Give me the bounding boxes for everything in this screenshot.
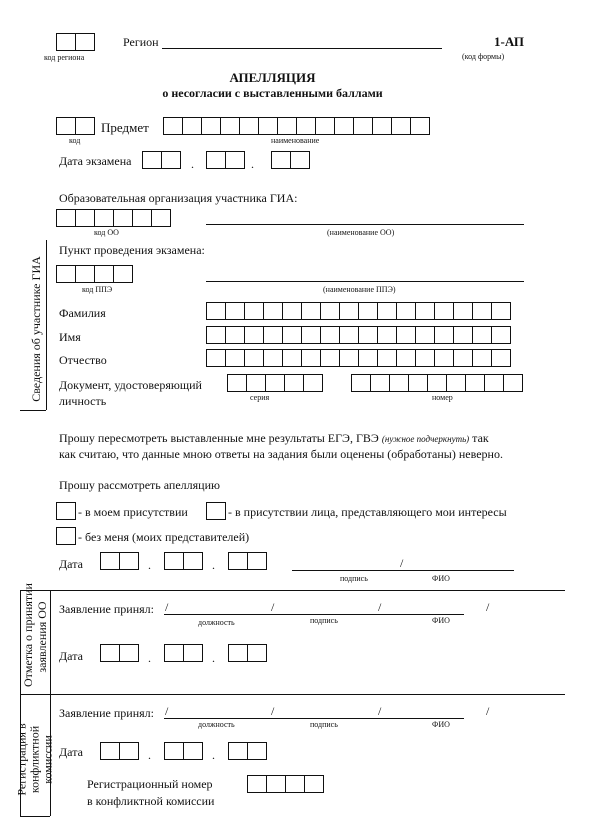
cell[interactable]	[491, 326, 511, 344]
cell[interactable]	[244, 302, 264, 320]
cell[interactable]	[94, 265, 114, 283]
acceptance-date-year[interactable]	[228, 644, 267, 662]
acceptance-sign-line[interactable]	[164, 614, 464, 615]
exam-date-month[interactable]	[206, 151, 245, 169]
acceptance-top-rule	[50, 590, 565, 591]
date-separator: .	[212, 651, 215, 665]
cell[interactable]	[258, 117, 278, 135]
cell[interactable]	[396, 326, 416, 344]
commission-signature-caption: подпись	[310, 720, 338, 729]
acceptance-accepted-label: Заявление принял:	[59, 602, 154, 616]
request-fio-caption: ФИО	[432, 574, 450, 583]
cell[interactable]	[113, 209, 133, 227]
cell[interactable]	[434, 302, 454, 320]
cell[interactable]	[142, 151, 162, 169]
consider-label: Прошу рассмотреть апелляцию	[59, 478, 220, 492]
commission-top-border	[20, 694, 50, 695]
acceptance-date-day[interactable]	[100, 644, 139, 662]
commission-fio-caption: ФИО	[432, 720, 450, 729]
document-label-line2: личность	[59, 394, 107, 408]
reg-number-cells[interactable]	[247, 775, 324, 793]
cell[interactable]	[263, 302, 283, 320]
slash: /	[400, 556, 404, 570]
acceptance-side-label	[21, 583, 49, 687]
cell[interactable]	[358, 349, 378, 367]
cell[interactable]	[410, 117, 430, 135]
cell[interactable]	[301, 302, 321, 320]
acceptance-fio-caption: ФИО	[432, 616, 450, 625]
cell[interactable]	[206, 349, 226, 367]
request-line1	[59, 431, 489, 446]
cell[interactable]	[75, 209, 95, 227]
cell[interactable]	[225, 302, 245, 320]
cell[interactable]	[206, 151, 226, 169]
slash: /	[165, 600, 169, 614]
cell[interactable]	[201, 117, 221, 135]
cell[interactable]	[320, 302, 340, 320]
cell[interactable]	[339, 349, 359, 367]
date-separator: .	[148, 748, 151, 762]
commission-accepted-label: Заявление принял:	[59, 706, 154, 720]
cell[interactable]	[304, 775, 324, 793]
subject-code-cells[interactable]	[56, 117, 95, 135]
document-series-cells[interactable]	[227, 374, 323, 392]
region-code-cells[interactable]	[56, 33, 95, 51]
cell[interactable]	[94, 209, 114, 227]
cell[interactable]	[183, 552, 203, 570]
date-separator: .	[212, 748, 215, 762]
cell[interactable]	[358, 302, 378, 320]
region-input-line[interactable]	[162, 48, 442, 49]
without-me-checkbox[interactable]	[56, 527, 76, 545]
cell[interactable]	[247, 644, 267, 662]
slash: /	[165, 704, 169, 718]
cell[interactable]	[503, 374, 523, 392]
commission-position-caption: должность	[198, 720, 235, 729]
cell[interactable]	[358, 326, 378, 344]
cell[interactable]	[247, 552, 267, 570]
participant-section-border	[46, 240, 47, 410]
acceptance-signature-caption: подпись	[310, 616, 338, 625]
cell[interactable]	[100, 552, 120, 570]
surname-label: Фамилия	[59, 306, 106, 320]
request-date-day[interactable]	[100, 552, 139, 570]
commission-side-label-2: конфликтной	[27, 725, 42, 794]
cell[interactable]	[228, 742, 248, 760]
slash: /	[271, 704, 275, 718]
subject-code-caption: код	[69, 136, 81, 145]
ppe-code-caption: код ППЭ	[82, 285, 113, 294]
cell[interactable]	[339, 302, 359, 320]
slash: /	[271, 600, 275, 614]
cell[interactable]	[303, 374, 323, 392]
cell[interactable]	[183, 644, 203, 662]
cell[interactable]	[453, 349, 473, 367]
org-name-caption: (наименование ОО)	[327, 228, 395, 237]
org-code-cells[interactable]	[56, 209, 171, 227]
cell[interactable]	[263, 326, 283, 344]
cell[interactable]	[206, 302, 226, 320]
cell[interactable]	[119, 552, 139, 570]
commission-date-month[interactable]	[164, 742, 203, 760]
cell[interactable]	[296, 117, 316, 135]
cell[interactable]	[301, 326, 321, 344]
cell[interactable]	[282, 326, 302, 344]
without-me-option-label: - без меня (моих представителей)	[78, 530, 250, 544]
subject-name-cells[interactable]	[163, 117, 430, 135]
name-label: Имя	[59, 330, 81, 344]
cell[interactable]	[225, 349, 245, 367]
commission-date-year[interactable]	[228, 742, 267, 760]
cell[interactable]	[56, 265, 76, 283]
cell[interactable]	[228, 552, 248, 570]
document-label-line1: Документ, удостоверяющий	[59, 378, 202, 392]
cell[interactable]	[415, 326, 435, 344]
cell[interactable]	[100, 742, 120, 760]
cell[interactable]	[472, 349, 492, 367]
cell[interactable]	[151, 209, 171, 227]
name-cells[interactable]	[206, 326, 511, 344]
cell[interactable]	[491, 302, 511, 320]
cell[interactable]	[247, 775, 267, 793]
cell[interactable]	[220, 117, 240, 135]
cell[interactable]	[285, 775, 305, 793]
cell[interactable]	[100, 644, 120, 662]
subject-label: Предмет	[101, 120, 149, 135]
cell[interactable]	[472, 302, 492, 320]
cell[interactable]	[453, 302, 473, 320]
cell[interactable]	[119, 742, 139, 760]
cell[interactable]	[277, 117, 297, 135]
cell[interactable]	[163, 117, 183, 135]
cell[interactable]	[320, 349, 340, 367]
cell[interactable]	[284, 374, 304, 392]
representative-option-label: - в присутствии лица, представляющего мои интересы	[228, 505, 507, 519]
document-number-cells[interactable]	[351, 374, 523, 392]
acceptance-date-month[interactable]	[164, 644, 203, 662]
cell[interactable]	[239, 117, 259, 135]
request-date-year[interactable]	[228, 552, 267, 570]
cell[interactable]	[113, 265, 133, 283]
cell[interactable]	[434, 326, 454, 344]
cell[interactable]	[282, 349, 302, 367]
cell[interactable]	[265, 374, 285, 392]
surname-cells[interactable]	[206, 302, 511, 320]
request-signature-caption: подпись	[340, 574, 368, 583]
cell[interactable]	[370, 374, 390, 392]
request-underline-note: (нужное подчеркнуть)	[381, 434, 470, 444]
request-line1-end: так	[472, 431, 489, 445]
cell[interactable]	[75, 117, 95, 135]
commission-side-label-1: Регистрация в	[14, 723, 29, 796]
patronymic-label: Отчество	[59, 353, 107, 367]
participant-section-bottom	[20, 410, 46, 411]
date-separator: .	[251, 157, 254, 171]
cell[interactable]	[182, 117, 202, 135]
cell[interactable]	[391, 117, 411, 135]
request-line2: как считаю, что данные мною ответы на задания были оценены (обработаны) неверно.	[59, 447, 503, 461]
cell[interactable]	[266, 775, 286, 793]
cell[interactable]	[227, 374, 247, 392]
presence-checkbox[interactable]	[56, 502, 76, 520]
cell[interactable]	[161, 151, 181, 169]
number-caption: номер	[432, 393, 453, 402]
cell[interactable]	[427, 374, 447, 392]
request-date-label: Дата	[59, 557, 83, 571]
cell[interactable]	[164, 552, 184, 570]
participant-side-label: Сведения об участнике ГИА	[29, 256, 43, 402]
acceptance-position-caption: должность	[198, 618, 235, 627]
cell[interactable]	[290, 151, 310, 169]
cell[interactable]	[301, 349, 321, 367]
cell[interactable]	[353, 117, 373, 135]
org-name-line[interactable]	[206, 224, 524, 225]
cell[interactable]	[408, 374, 428, 392]
cell[interactable]	[206, 326, 226, 344]
cell[interactable]	[415, 302, 435, 320]
form-code-caption: (код формы)	[462, 52, 505, 61]
cell[interactable]	[434, 349, 454, 367]
cell[interactable]	[465, 374, 485, 392]
cell[interactable]	[282, 302, 302, 320]
cell[interactable]	[484, 374, 504, 392]
slash: /	[378, 704, 382, 718]
slash: /	[486, 600, 490, 614]
series-caption: серия	[250, 393, 270, 402]
cell[interactable]	[446, 374, 466, 392]
cell[interactable]	[75, 265, 95, 283]
page-subtitle: о несогласии с выставленными баллами	[162, 86, 383, 100]
cell[interactable]	[396, 302, 416, 320]
cell[interactable]	[244, 349, 264, 367]
slash: /	[378, 600, 382, 614]
page-title: АПЕЛЛЯЦИЯ	[229, 70, 316, 85]
cell[interactable]	[396, 349, 416, 367]
cell[interactable]	[334, 117, 354, 135]
cell[interactable]	[339, 326, 359, 344]
cell[interactable]	[164, 742, 184, 760]
commission-side-label	[16, 703, 55, 817]
representative-checkbox[interactable]	[206, 502, 226, 520]
cell[interactable]	[56, 117, 76, 135]
cell[interactable]	[263, 349, 283, 367]
ppe-code-cells[interactable]	[56, 265, 133, 283]
org-code-caption: код ОО	[94, 228, 119, 237]
request-date-month[interactable]	[164, 552, 203, 570]
cell[interactable]	[491, 349, 511, 367]
region-label: Регион	[123, 35, 159, 49]
cell[interactable]	[472, 326, 492, 344]
acceptance-side-label-1: Отметка о принятии	[21, 583, 35, 687]
ppe-name-caption: (наименование ППЭ)	[323, 285, 396, 294]
reg-number-label-line2: в конфликтной комиссии	[87, 794, 215, 808]
cell[interactable]	[377, 326, 397, 344]
region-code-caption: код региона	[44, 53, 85, 62]
subject-name-caption: наименование	[271, 136, 320, 145]
cell[interactable]	[56, 209, 76, 227]
cell[interactable]	[183, 742, 203, 760]
cell[interactable]	[377, 302, 397, 320]
cell[interactable]	[164, 644, 184, 662]
acceptance-date-label: Дата	[59, 649, 83, 663]
cell[interactable]	[372, 117, 392, 135]
exam-date-day[interactable]	[142, 151, 181, 169]
cell[interactable]	[244, 326, 264, 344]
request-line1-start: Прошу пересмотреть выставленные мне результаты ЕГЭ, ГВЭ	[59, 431, 379, 445]
form-code: 1-АП	[494, 34, 525, 49]
date-separator: .	[212, 558, 215, 572]
cell[interactable]	[377, 349, 397, 367]
org-label: Образовательная организация участника ГИА:	[59, 191, 298, 205]
commission-top-rule	[50, 694, 565, 695]
slash: /	[486, 704, 490, 718]
cell[interactable]	[246, 374, 266, 392]
cell[interactable]	[247, 742, 267, 760]
cell[interactable]	[228, 644, 248, 662]
cell[interactable]	[389, 374, 409, 392]
commission-sign-line[interactable]	[164, 718, 464, 719]
ppe-name-line[interactable]	[206, 281, 524, 282]
cell[interactable]	[315, 117, 335, 135]
date-separator: .	[148, 651, 151, 665]
cell[interactable]	[56, 33, 76, 51]
acceptance-side-label-2: заявления ОО	[35, 601, 49, 673]
reg-number-label-line1: Регистрационный номер	[87, 777, 213, 791]
presence-option-label: - в моем присутствии	[78, 505, 188, 519]
cell[interactable]	[75, 33, 95, 51]
date-separator: .	[148, 558, 151, 572]
commission-side-label-3: комиссии	[40, 735, 55, 784]
cell[interactable]	[351, 374, 371, 392]
cell[interactable]	[453, 326, 473, 344]
cell[interactable]	[320, 326, 340, 344]
cell[interactable]	[119, 644, 139, 662]
cell[interactable]	[225, 326, 245, 344]
ppe-label: Пункт проведения экзамена:	[59, 243, 205, 257]
exam-date-year[interactable]	[271, 151, 310, 169]
exam-date-label: Дата экзамена	[59, 154, 132, 168]
cell[interactable]	[271, 151, 291, 169]
cell[interactable]	[415, 349, 435, 367]
patronymic-cells[interactable]	[206, 349, 511, 367]
commission-date-label: Дата	[59, 745, 83, 759]
date-separator: .	[191, 157, 194, 171]
commission-date-day[interactable]	[100, 742, 139, 760]
cell[interactable]	[225, 151, 245, 169]
cell[interactable]	[132, 209, 152, 227]
